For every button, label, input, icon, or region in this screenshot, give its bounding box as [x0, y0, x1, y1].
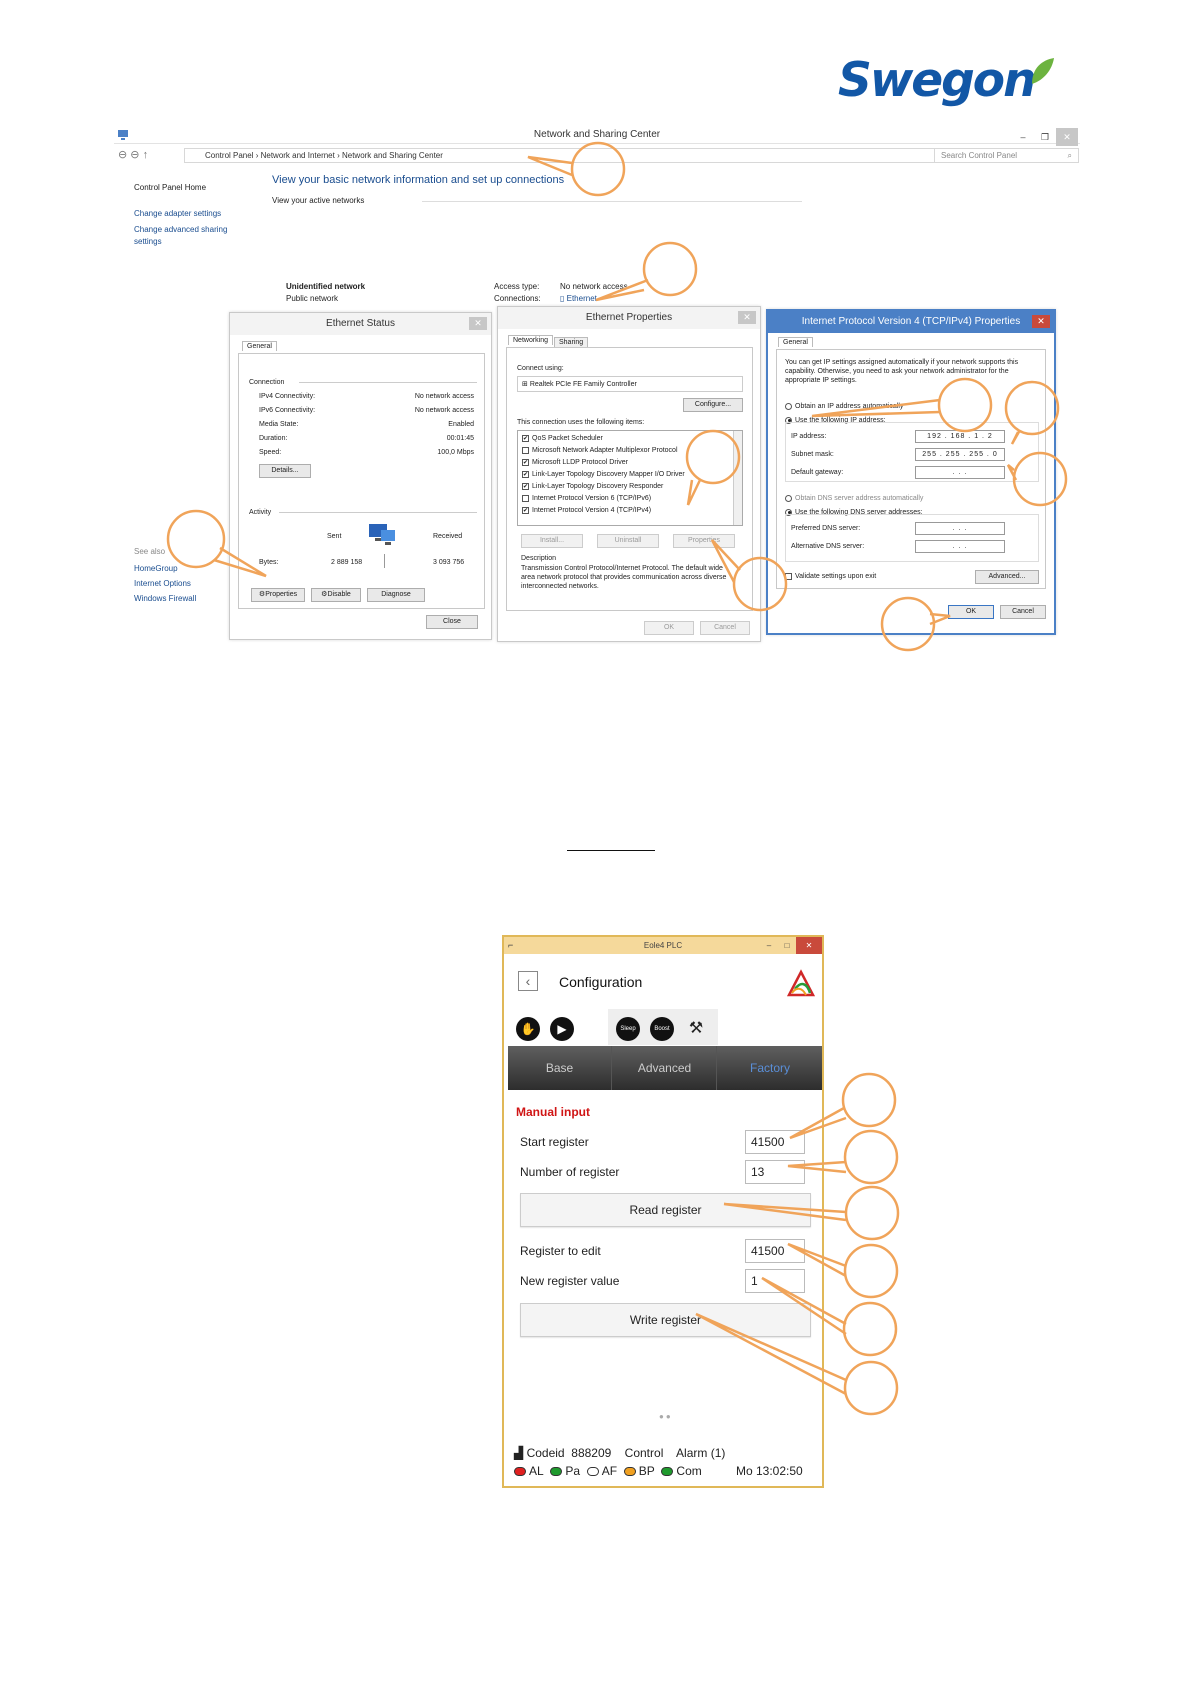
ok-button[interactable]: OK	[644, 621, 694, 635]
radio-obtain-auto[interactable]: Obtain an IP address automatically	[785, 402, 903, 411]
received-label: Received	[433, 533, 463, 540]
divider	[279, 512, 477, 513]
divider	[384, 554, 385, 568]
list-item[interactable]: ✔ Link-Layer Topology Discovery Mapper I/O Driver	[523, 471, 685, 478]
preferred-dns-field[interactable]: . . .	[915, 522, 1005, 535]
row-value: 100,0 Mbps	[437, 449, 474, 456]
app-icon: ⌐	[508, 940, 514, 950]
adapter-box	[517, 376, 743, 392]
list-item[interactable]: Microsoft Network Adapter Multiplexor Protocol	[522, 446, 678, 455]
tab-general[interactable]: General	[242, 341, 277, 351]
dialog-title: Internet Protocol Version 4 (TCP/IPv4) Properties	[801, 316, 1021, 327]
play-icon[interactable]: ▶	[550, 1017, 574, 1041]
number-of-register-label: Number of register	[520, 1165, 620, 1179]
properties-button[interactable]: Properties	[673, 534, 735, 548]
divider	[299, 382, 477, 383]
dialog-title: Ethernet Properties	[585, 312, 673, 323]
led-pa	[550, 1467, 562, 1476]
bytes-received: 3 093 756	[433, 559, 465, 566]
register-to-edit-label: Register to edit	[520, 1244, 601, 1258]
diagnose-button[interactable]: Diagnose	[367, 588, 425, 602]
link-homegroup[interactable]: HomeGroup	[134, 564, 178, 573]
alternate-dns-label: Alternative DNS server:	[791, 543, 865, 550]
connect-using-label: Connect using:	[517, 365, 564, 372]
list-scrollbar[interactable]	[733, 431, 742, 525]
bytes-label: Bytes:	[259, 559, 279, 566]
led-com	[661, 1467, 673, 1476]
uninstall-button[interactable]: Uninstall	[597, 534, 659, 548]
nav-arrows	[118, 148, 148, 161]
breadcrumb-item[interactable]: Control Panel	[205, 151, 254, 160]
list-item[interactable]: Internet Protocol Version 6 (TCP/IPv6)	[522, 494, 651, 503]
close-button[interactable]: Close	[426, 615, 478, 629]
see-also-title: See also	[134, 547, 166, 556]
row-value: No network access	[414, 393, 474, 400]
access-type-value: No network access	[560, 282, 628, 291]
network-computers-icon	[367, 522, 397, 548]
codeid-label: Codeid	[526, 1446, 565, 1460]
breadcrumb-item[interactable]: Network and Internet	[260, 151, 335, 160]
nsc-sidebar	[134, 182, 227, 248]
row-label: Speed:	[259, 449, 282, 456]
led-al	[514, 1467, 526, 1476]
general-panel	[776, 349, 1046, 589]
sleep-icon[interactable]: Sleep	[616, 1017, 640, 1041]
intro-text: You can get IP settings assigned automatically if your network supports this capability. Otherwise, you need to ask your network administrator for the appropriate IP settings.	[785, 359, 1019, 384]
radio-use-following[interactable]: Use the following IP address:	[785, 416, 886, 425]
gateway-label: Default gateway:	[791, 469, 844, 476]
read-register-button[interactable]: Read register	[520, 1193, 811, 1227]
link-internet-options[interactable]: Internet Options	[134, 579, 191, 588]
ip-address-field[interactable]: 192 . 168 . 1 . 2	[915, 430, 1005, 443]
section-title: Manual input	[516, 1105, 590, 1119]
led-line: AL Pa AF BP Com	[514, 1464, 702, 1478]
row-label: Media State:	[259, 421, 299, 428]
register-to-edit-input[interactable]: 41500	[745, 1239, 805, 1263]
ipv4-body	[772, 335, 1050, 631]
clock: Mo 13:02:50	[736, 1464, 803, 1478]
activity-title: Activity	[249, 509, 272, 516]
install-button[interactable]: Install...	[521, 534, 583, 548]
sidebar-item-adapter[interactable]: Change adapter settings	[134, 209, 222, 218]
sent-label: Sent	[327, 533, 342, 540]
list-item[interactable]: ✔ Internet Protocol Version 4 (TCP/IPv4)	[523, 507, 652, 514]
eole-logo-icon	[786, 969, 816, 999]
ip-label: IP address:	[791, 433, 827, 440]
address-bar	[114, 148, 1080, 164]
items-label: This connection uses the following items:	[517, 419, 645, 426]
control-status: Control	[624, 1446, 664, 1460]
back-icon[interactable]: ⊖	[118, 149, 128, 161]
forward-icon[interactable]: ⊖	[130, 149, 140, 161]
eole4-plc-window	[502, 935, 824, 1488]
description-title: Description	[521, 555, 557, 562]
close-icon[interactable]: ✕	[1056, 128, 1078, 146]
nsc-title: Network and Sharing Center	[533, 129, 661, 140]
access-type-label: Access type:	[494, 282, 540, 291]
number-of-register-input[interactable]: 13	[745, 1160, 805, 1184]
row-value: Enabled	[448, 421, 474, 428]
leaf-icon	[1028, 56, 1056, 86]
wrench-icon[interactable]: ⚒	[688, 1020, 704, 1037]
row-value: No network access	[414, 407, 474, 414]
dialog-title: Ethernet Status	[326, 318, 395, 329]
mode-toolbar	[508, 1009, 822, 1045]
brand-name: Swegon	[838, 53, 1035, 108]
app-titlebar	[504, 937, 822, 954]
maximize-icon[interactable]: ❐	[1040, 132, 1050, 142]
cancel-button[interactable]: Cancel	[1000, 605, 1046, 619]
up-icon[interactable]: ↑	[142, 149, 149, 161]
row-value: 00:01:45	[446, 435, 474, 442]
tab-base[interactable]: Base	[508, 1046, 612, 1090]
list-item[interactable]: ✔ Link-Layer Topology Discovery Responder	[523, 483, 664, 490]
separator-line	[567, 850, 655, 851]
close-icon[interactable]: ✕	[796, 937, 822, 954]
details-button[interactable]: Details...	[259, 464, 311, 478]
close-icon[interactable]: ✕	[469, 317, 487, 330]
ethernet-link[interactable]: ▯ Ethernet	[560, 294, 597, 303]
tab-sharing[interactable]: Sharing	[554, 337, 588, 347]
cancel-button[interactable]: Cancel	[700, 621, 750, 635]
see-also-links	[134, 561, 196, 606]
boost-icon[interactable]: Boost	[650, 1017, 674, 1041]
row-label: IPv6 Connectivity:	[259, 407, 316, 414]
page-heading: View your basic network information and set up connections	[272, 174, 565, 186]
new-register-value-input[interactable]: 1	[745, 1269, 805, 1293]
subnet-mask-field[interactable]: 255 . 255 . 255 . 0	[915, 448, 1005, 461]
disable-button[interactable]: ⚙Disable	[311, 588, 361, 602]
general-panel	[238, 353, 485, 609]
app-window-title: Eole4 PLC	[643, 941, 683, 950]
back-button[interactable]: ‹	[518, 971, 538, 991]
network-name: Unidentified network	[286, 282, 366, 291]
minimize-icon[interactable]: –	[766, 941, 772, 950]
write-register-button[interactable]: Write register	[520, 1303, 811, 1337]
items-list[interactable]	[517, 430, 743, 526]
gateway-field[interactable]: . . .	[915, 466, 1005, 479]
factory-icon: ▟	[514, 1446, 524, 1460]
tab-bar	[508, 1046, 822, 1090]
tab-general[interactable]: General	[778, 337, 813, 347]
active-networks-label: View your active networks	[272, 196, 365, 205]
radio-dns-auto[interactable]: Obtain DNS server address automatically	[785, 494, 923, 503]
row-label: Duration:	[259, 435, 288, 442]
adapter-name: ⊞ Realtek PCIe FE Family Controller	[522, 381, 637, 388]
tab-factory[interactable]: Factory	[749, 1061, 790, 1075]
window-controls	[760, 937, 822, 954]
ok-button[interactable]: OK	[948, 605, 994, 619]
minimize-icon[interactable]: –	[1020, 132, 1026, 142]
start-register-label: Start register	[520, 1135, 589, 1149]
hand-icon[interactable]: ✋	[516, 1017, 540, 1041]
alternate-dns-field[interactable]: . . .	[915, 540, 1005, 553]
window-controls	[1012, 128, 1078, 146]
connections-label: Connections:	[494, 294, 541, 303]
validate-checkbox[interactable]: Validate settings upon exit	[785, 572, 876, 581]
link-windows-firewall[interactable]: Windows Firewall	[134, 594, 197, 603]
start-register-input[interactable]: 41500	[745, 1130, 805, 1154]
ethernet-properties-dialog	[497, 306, 761, 642]
codeid-value: 888209	[571, 1446, 612, 1460]
close-icon[interactable]: ✕	[1032, 315, 1050, 328]
preferred-dns-label: Preferred DNS server:	[791, 525, 861, 532]
sidebar-item-advanced-sharing[interactable]: Change advanced sharing	[134, 225, 228, 234]
configure-button[interactable]: Configure...	[683, 398, 743, 412]
connection-title: Connection	[249, 379, 285, 386]
breadcrumb[interactable]: Control Panel › Network and Internet › Network and Sharing Center	[184, 148, 1016, 163]
close-icon[interactable]: ✕	[738, 311, 756, 324]
description-text: Transmission Control Protocol/Internet Protocol. The default wide area network protocol that provides communication across diverse interconnected networks.	[521, 565, 727, 590]
sidebar-item-home[interactable]: Control Panel Home	[134, 183, 207, 192]
radio-dns-following[interactable]: Use the following DNS server addresses:	[785, 508, 923, 517]
tab-advanced[interactable]: Advanced	[613, 1046, 717, 1090]
divider	[422, 201, 802, 202]
networking-panel	[506, 347, 753, 611]
alarm-status: Alarm (1)	[676, 1446, 726, 1460]
tab-networking[interactable]: Networking	[508, 335, 553, 345]
swegon-logo	[838, 53, 1068, 108]
maximize-icon[interactable]: □	[784, 941, 790, 950]
search-input[interactable]: Search Control Panel ⌕	[934, 148, 1079, 163]
list-item[interactable]: ✔ Microsoft LLDP Protocol Driver	[523, 459, 628, 466]
properties-button[interactable]: ⚙Properties	[251, 588, 305, 602]
network-type: Public network	[286, 294, 339, 303]
page-title: Configuration	[559, 974, 643, 990]
search-icon: ⌕	[1067, 151, 1072, 160]
led-bp	[624, 1467, 636, 1476]
breadcrumb-item[interactable]: Network and Sharing Center	[341, 151, 443, 160]
row-label: IPv4 Connectivity:	[259, 393, 316, 400]
nsc-titlebar	[114, 126, 1080, 144]
list-item[interactable]: ✔ QoS Packet Scheduler	[523, 435, 603, 442]
advanced-button[interactable]: Advanced...	[975, 570, 1039, 584]
sidebar-item-advanced-sharing-2[interactable]: settings	[134, 237, 162, 246]
ethernet-status-dialog	[229, 312, 492, 640]
bytes-sent: 2 889 158	[331, 559, 363, 566]
network-icon	[117, 129, 129, 141]
new-register-value-label: New register value	[520, 1274, 620, 1288]
led-af	[587, 1467, 599, 1476]
mask-label: Subnet mask:	[791, 451, 834, 458]
ipv4-properties-dialog	[766, 309, 1056, 635]
status-line	[514, 1446, 725, 1460]
page-indicator[interactable]: ●●	[659, 1412, 673, 1421]
